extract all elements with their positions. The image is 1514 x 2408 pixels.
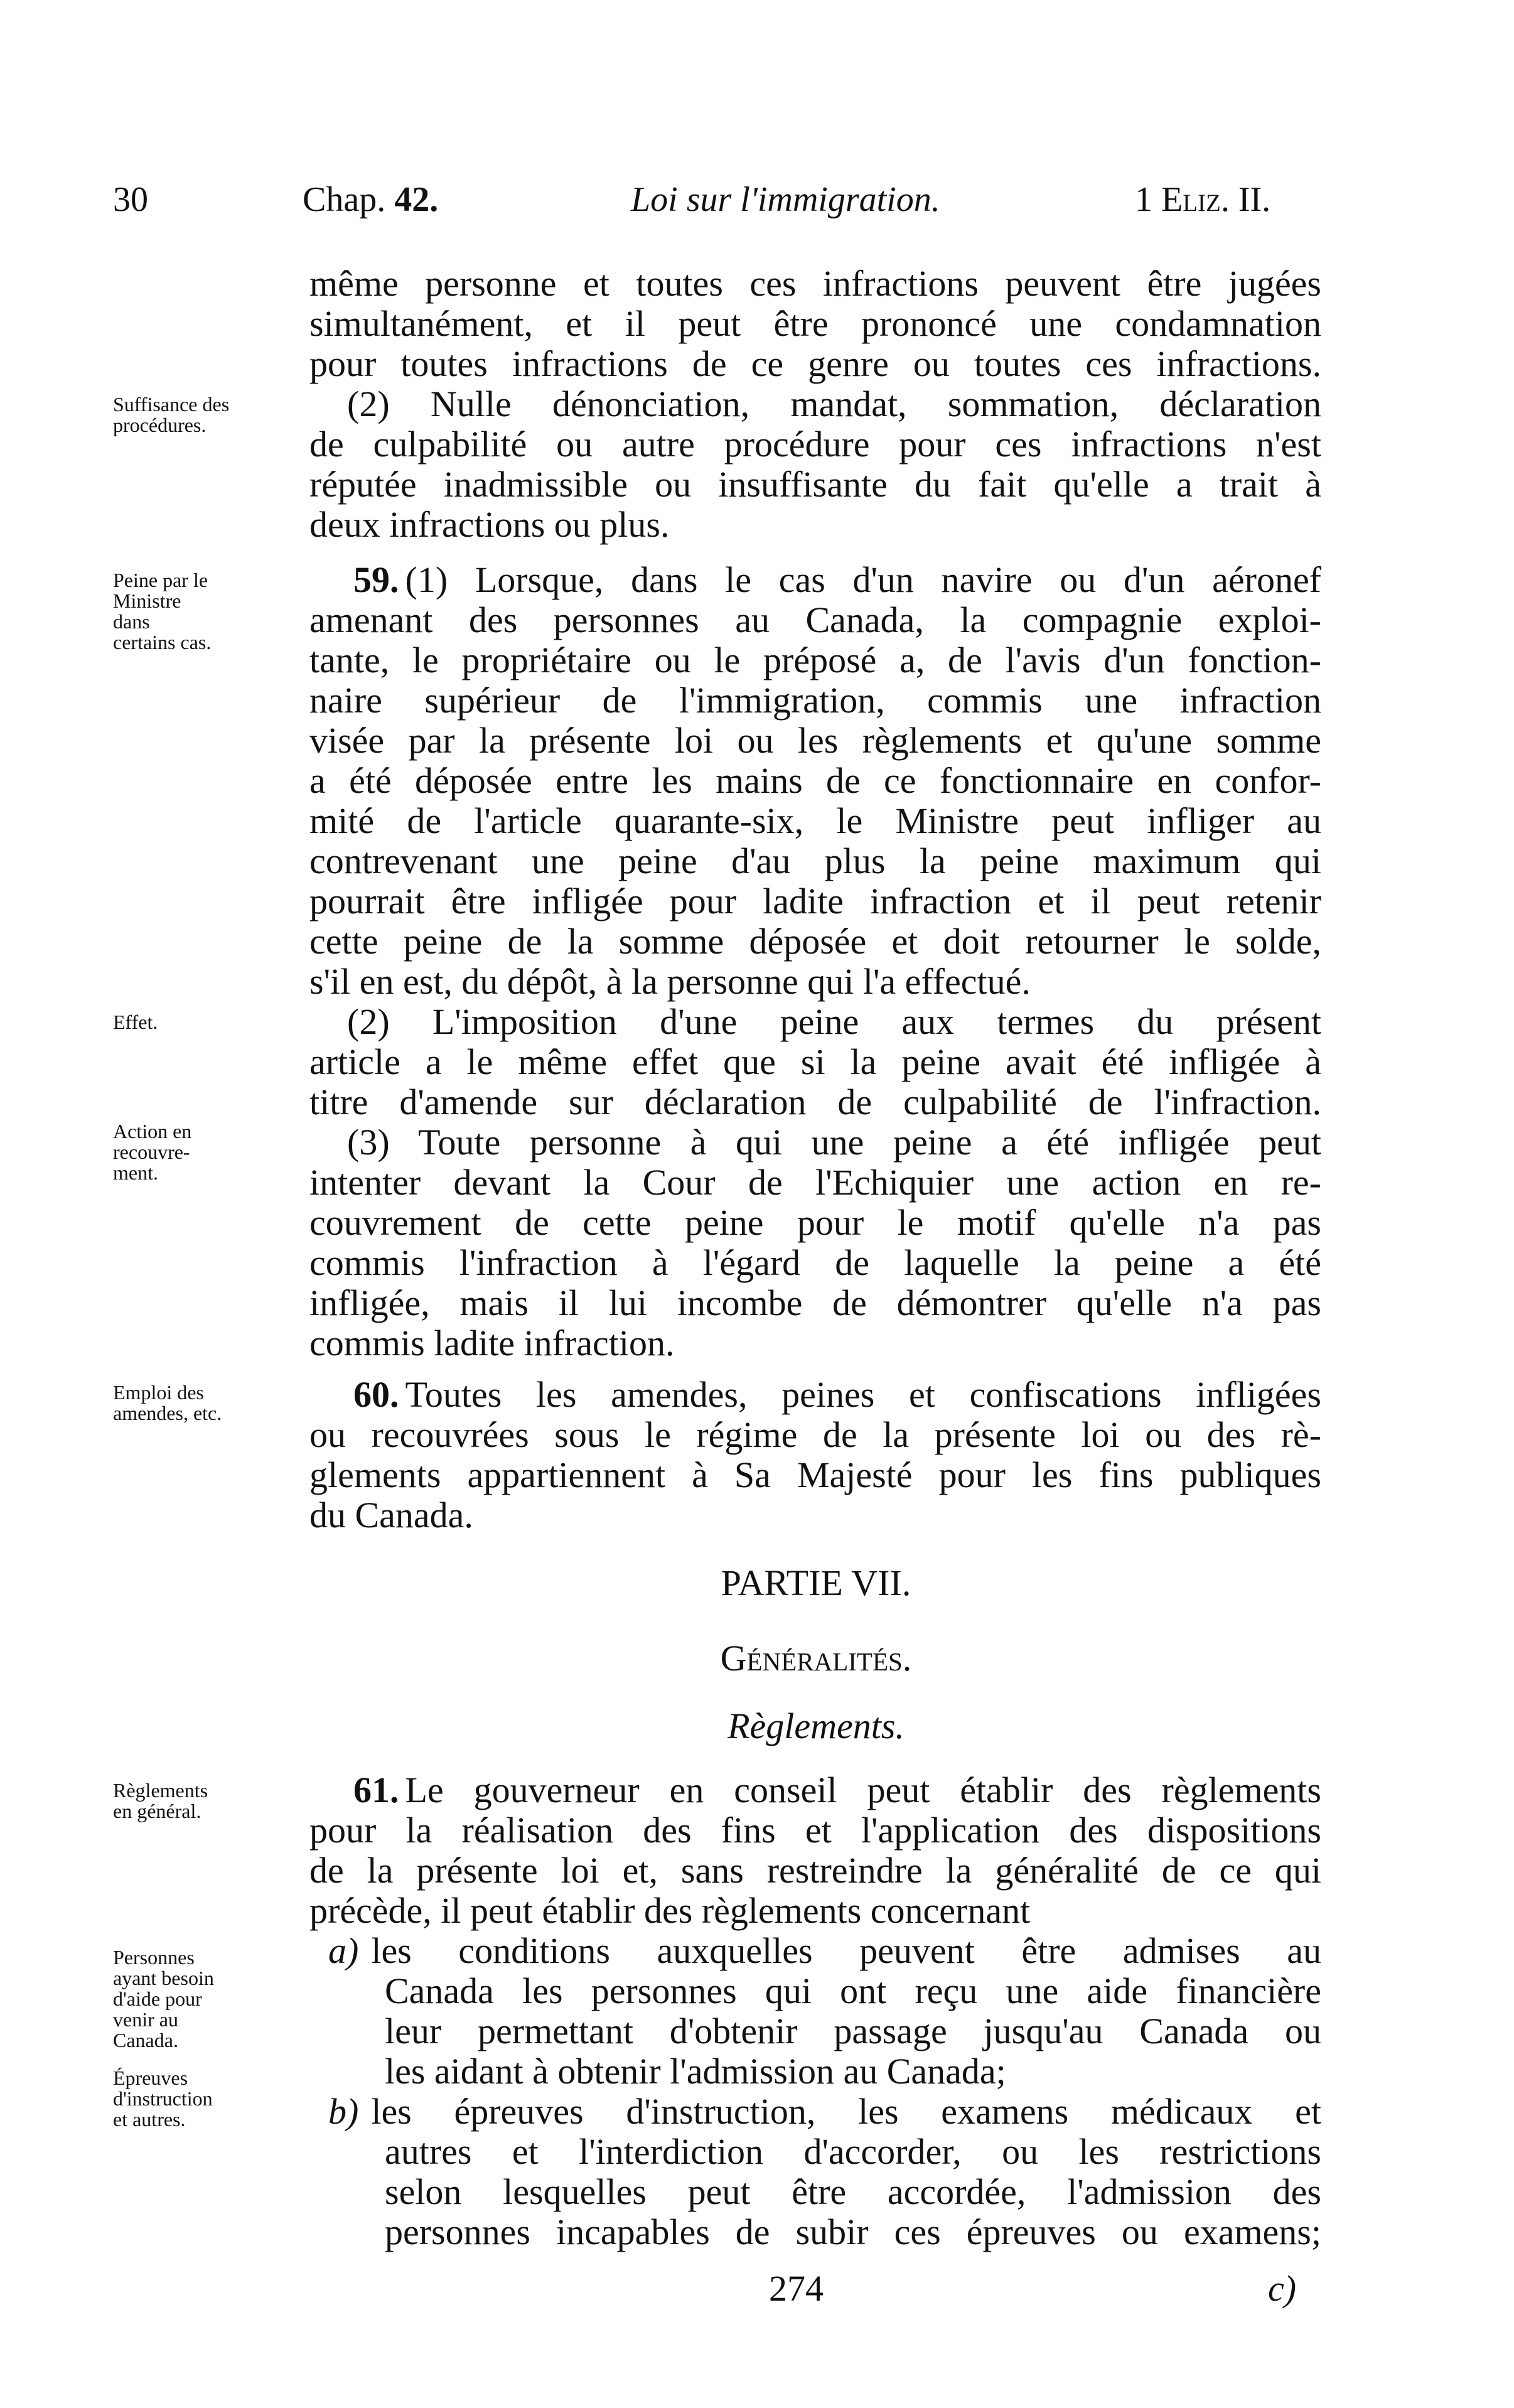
header-reign-number: 1	[1135, 180, 1152, 219]
text-line: ou recouvrées sous le régime de la présente loi ou des rè-	[309, 1414, 1321, 1455]
text-line: commis l'infraction à l'égard de laquelle la peine a été	[309, 1242, 1321, 1283]
text-line: de la présente loi et, sans restreindre la généralité de ce qui	[309, 1850, 1321, 1891]
text-line: glements appartiennent à Sa Majesté pour les fins publiques	[309, 1454, 1321, 1495]
side-note-line: certains cas.	[113, 631, 212, 653]
part-title: PARTIE VII.	[721, 1562, 911, 1603]
side-note-line: et autres.	[113, 2108, 186, 2131]
text-line: article a le même effet que si la peine avait été infligée à	[309, 1041, 1321, 1082]
side-note-line: Personnes	[113, 1946, 195, 1969]
text-span: les conditions auxquelles peuvent être admises au	[371, 1930, 1321, 1971]
text-line: s'il en est, du dépôt, à la personne qui l'a effectué.	[309, 961, 1031, 1002]
footer-page-number: 274	[769, 2268, 824, 2309]
header-reign	[1135, 182, 1270, 217]
item-label: b)	[328, 2091, 359, 2132]
text-line: infligée, mais il lui incombe de démontrer qu'elle n'a pas	[309, 1282, 1321, 1323]
text-line: naire supérieur de l'immigration, commis une infraction	[309, 680, 1321, 721]
side-note-action	[113, 1121, 301, 1183]
side-note-line: dans	[113, 610, 150, 633]
text-line: (3) Toute personne à qui une peine a été infligée peut	[347, 1122, 1321, 1163]
text-line: simultanément, et il peut être prononcé une condamnation	[309, 303, 1321, 344]
text-line: a été déposée entre les mains de ce fonctionnaire en confor-	[309, 760, 1321, 801]
header-chapter-number: 42.	[394, 180, 439, 219]
text-line: mité de l'article quarante-six, le Ministre peut infliger au	[309, 800, 1321, 841]
item-a-first-line	[309, 1931, 1321, 1971]
section-number: 61.	[353, 1770, 399, 1810]
side-note-line: Action en	[113, 1120, 192, 1142]
side-note-line: venir au	[113, 2008, 178, 2031]
text-line: tante, le propriétaire ou le préposé a, de l'avis d'un fonction-	[309, 640, 1321, 680]
side-note-line: Canada.	[113, 2029, 178, 2051]
section-61-first-line	[309, 1770, 1321, 1810]
text-span: les épreuves d'instruction, les examens médicaux et	[371, 2091, 1321, 2132]
text-line: (2) L'imposition d'une peine aux termes du présent	[347, 1001, 1321, 1042]
side-note-line: ment.	[113, 1161, 158, 1184]
side-note-peine	[113, 570, 301, 653]
side-note-line: ayant besoin	[113, 1967, 214, 1989]
text-line: de culpabilité ou autre procédure pour ces infractions n'est	[309, 424, 1321, 465]
side-note-line: procédures.	[113, 414, 207, 436]
text-line: (2) Nulle dénonciation, mandat, sommation, déclaration	[347, 384, 1321, 424]
footer-catchword: c)	[1268, 2268, 1297, 2309]
text-line: autres et l'interdiction d'accorder, ou les restrictions	[385, 2131, 1321, 2172]
header-chapter-label: Chap.	[303, 180, 386, 219]
section-60-first-line	[309, 1375, 1321, 1415]
side-note-suffisance	[113, 394, 301, 436]
text-line: couvrement de cette peine pour le motif qu'elle n'a pas	[309, 1202, 1321, 1243]
text-span: (1) Lorsque, dans le cas d'un navire ou d'un aéronef	[405, 559, 1321, 600]
side-note-line: Épreuves	[113, 2067, 188, 2089]
part-section-heading: Règlements.	[727, 1706, 905, 1746]
side-note-line: amendes, etc.	[113, 1402, 222, 1424]
side-note-line: Règlements	[113, 1779, 208, 1802]
text-line: Canada les personnes qui ont reçu une aide financière	[385, 1970, 1321, 2011]
text-line: selon lesquelles peut être accordée, l'admission des	[385, 2171, 1321, 2212]
text-line: visée par la présente loi ou les règlements et qu'une somme	[309, 720, 1321, 761]
side-note-reglements	[113, 1780, 301, 1822]
text-line: personnes incapables de subir ces épreuves ou examens;	[385, 2212, 1321, 2252]
text-line: cette peine de la somme déposée et doit retourner le solde,	[309, 921, 1321, 962]
side-note-line: d'aide pour	[113, 1987, 202, 2010]
section-number: 59.	[353, 559, 399, 600]
text-line: contrevenant une peine d'au plus la peine maximum qui	[309, 841, 1321, 881]
text-span: Le gouverneur en conseil peut établir des règlements	[405, 1770, 1321, 1810]
text-span: Toutes les amendes, peines et confiscations infligées	[405, 1374, 1321, 1415]
side-note-emploi	[113, 1382, 301, 1424]
section-number: 60.	[353, 1374, 399, 1415]
header-act-title: Loi sur l'immigration.	[631, 180, 940, 219]
text-line: deux infractions ou plus.	[309, 504, 670, 545]
side-note-line: en général.	[113, 1800, 201, 1822]
text-line: pour toutes infractions de ce genre ou toutes ces infractions.	[309, 343, 1321, 384]
section-59-first-line	[309, 560, 1321, 600]
side-note-effet	[113, 1012, 301, 1033]
text-line: du Canada.	[309, 1495, 473, 1535]
part-subtitle: Généralités.	[720, 1638, 912, 1679]
text-line: commis ladite infraction.	[309, 1323, 675, 1363]
side-note-line: Emploi des	[113, 1381, 204, 1404]
text-line: pourrait être infligée pour ladite infraction et il peut retenir	[309, 881, 1321, 922]
side-note-line: Peine par le	[113, 569, 208, 591]
text-line: les aidant à obtenir l'admission au Canada;	[385, 2051, 1006, 2092]
item-label: a)	[328, 1930, 359, 1971]
text-line: même personne et toutes ces infractions peuvent être jugées	[309, 263, 1321, 304]
text-line: réputée inadmissible ou insuffisante du fait qu'elle a trait à	[309, 464, 1321, 505]
side-note-personnes	[113, 1947, 301, 2051]
side-note-line: Ministre	[113, 589, 181, 612]
header-reign-name: Eliz. II.	[1161, 180, 1271, 219]
item-b-first-line	[309, 2092, 1321, 2132]
text-line: leur permettant d'obtenir passage jusqu'au Canada ou	[385, 2011, 1321, 2051]
side-note-epreuves	[113, 2068, 301, 2130]
text-line: intenter devant la Cour de l'Echiquier une action en re-	[309, 1162, 1321, 1203]
text-line: titre d'amende sur déclaration de culpabilité de l'infraction.	[309, 1082, 1321, 1122]
text-line: précède, il peut établir des règlements concernant	[309, 1890, 1031, 1931]
header-page-number: 30	[113, 180, 148, 219]
text-line: amenant des personnes au Canada, la compagnie exploi-	[309, 599, 1321, 640]
side-note-line: d'instruction	[113, 2087, 213, 2110]
text-line: pour la réalisation des fins et l'application des dispositions	[309, 1810, 1321, 1851]
side-note-line: Effet.	[113, 1011, 158, 1033]
header-chapter	[303, 182, 438, 217]
side-note-line: Suffisance des	[113, 393, 230, 416]
side-note-line: recouvre-	[113, 1141, 190, 1163]
